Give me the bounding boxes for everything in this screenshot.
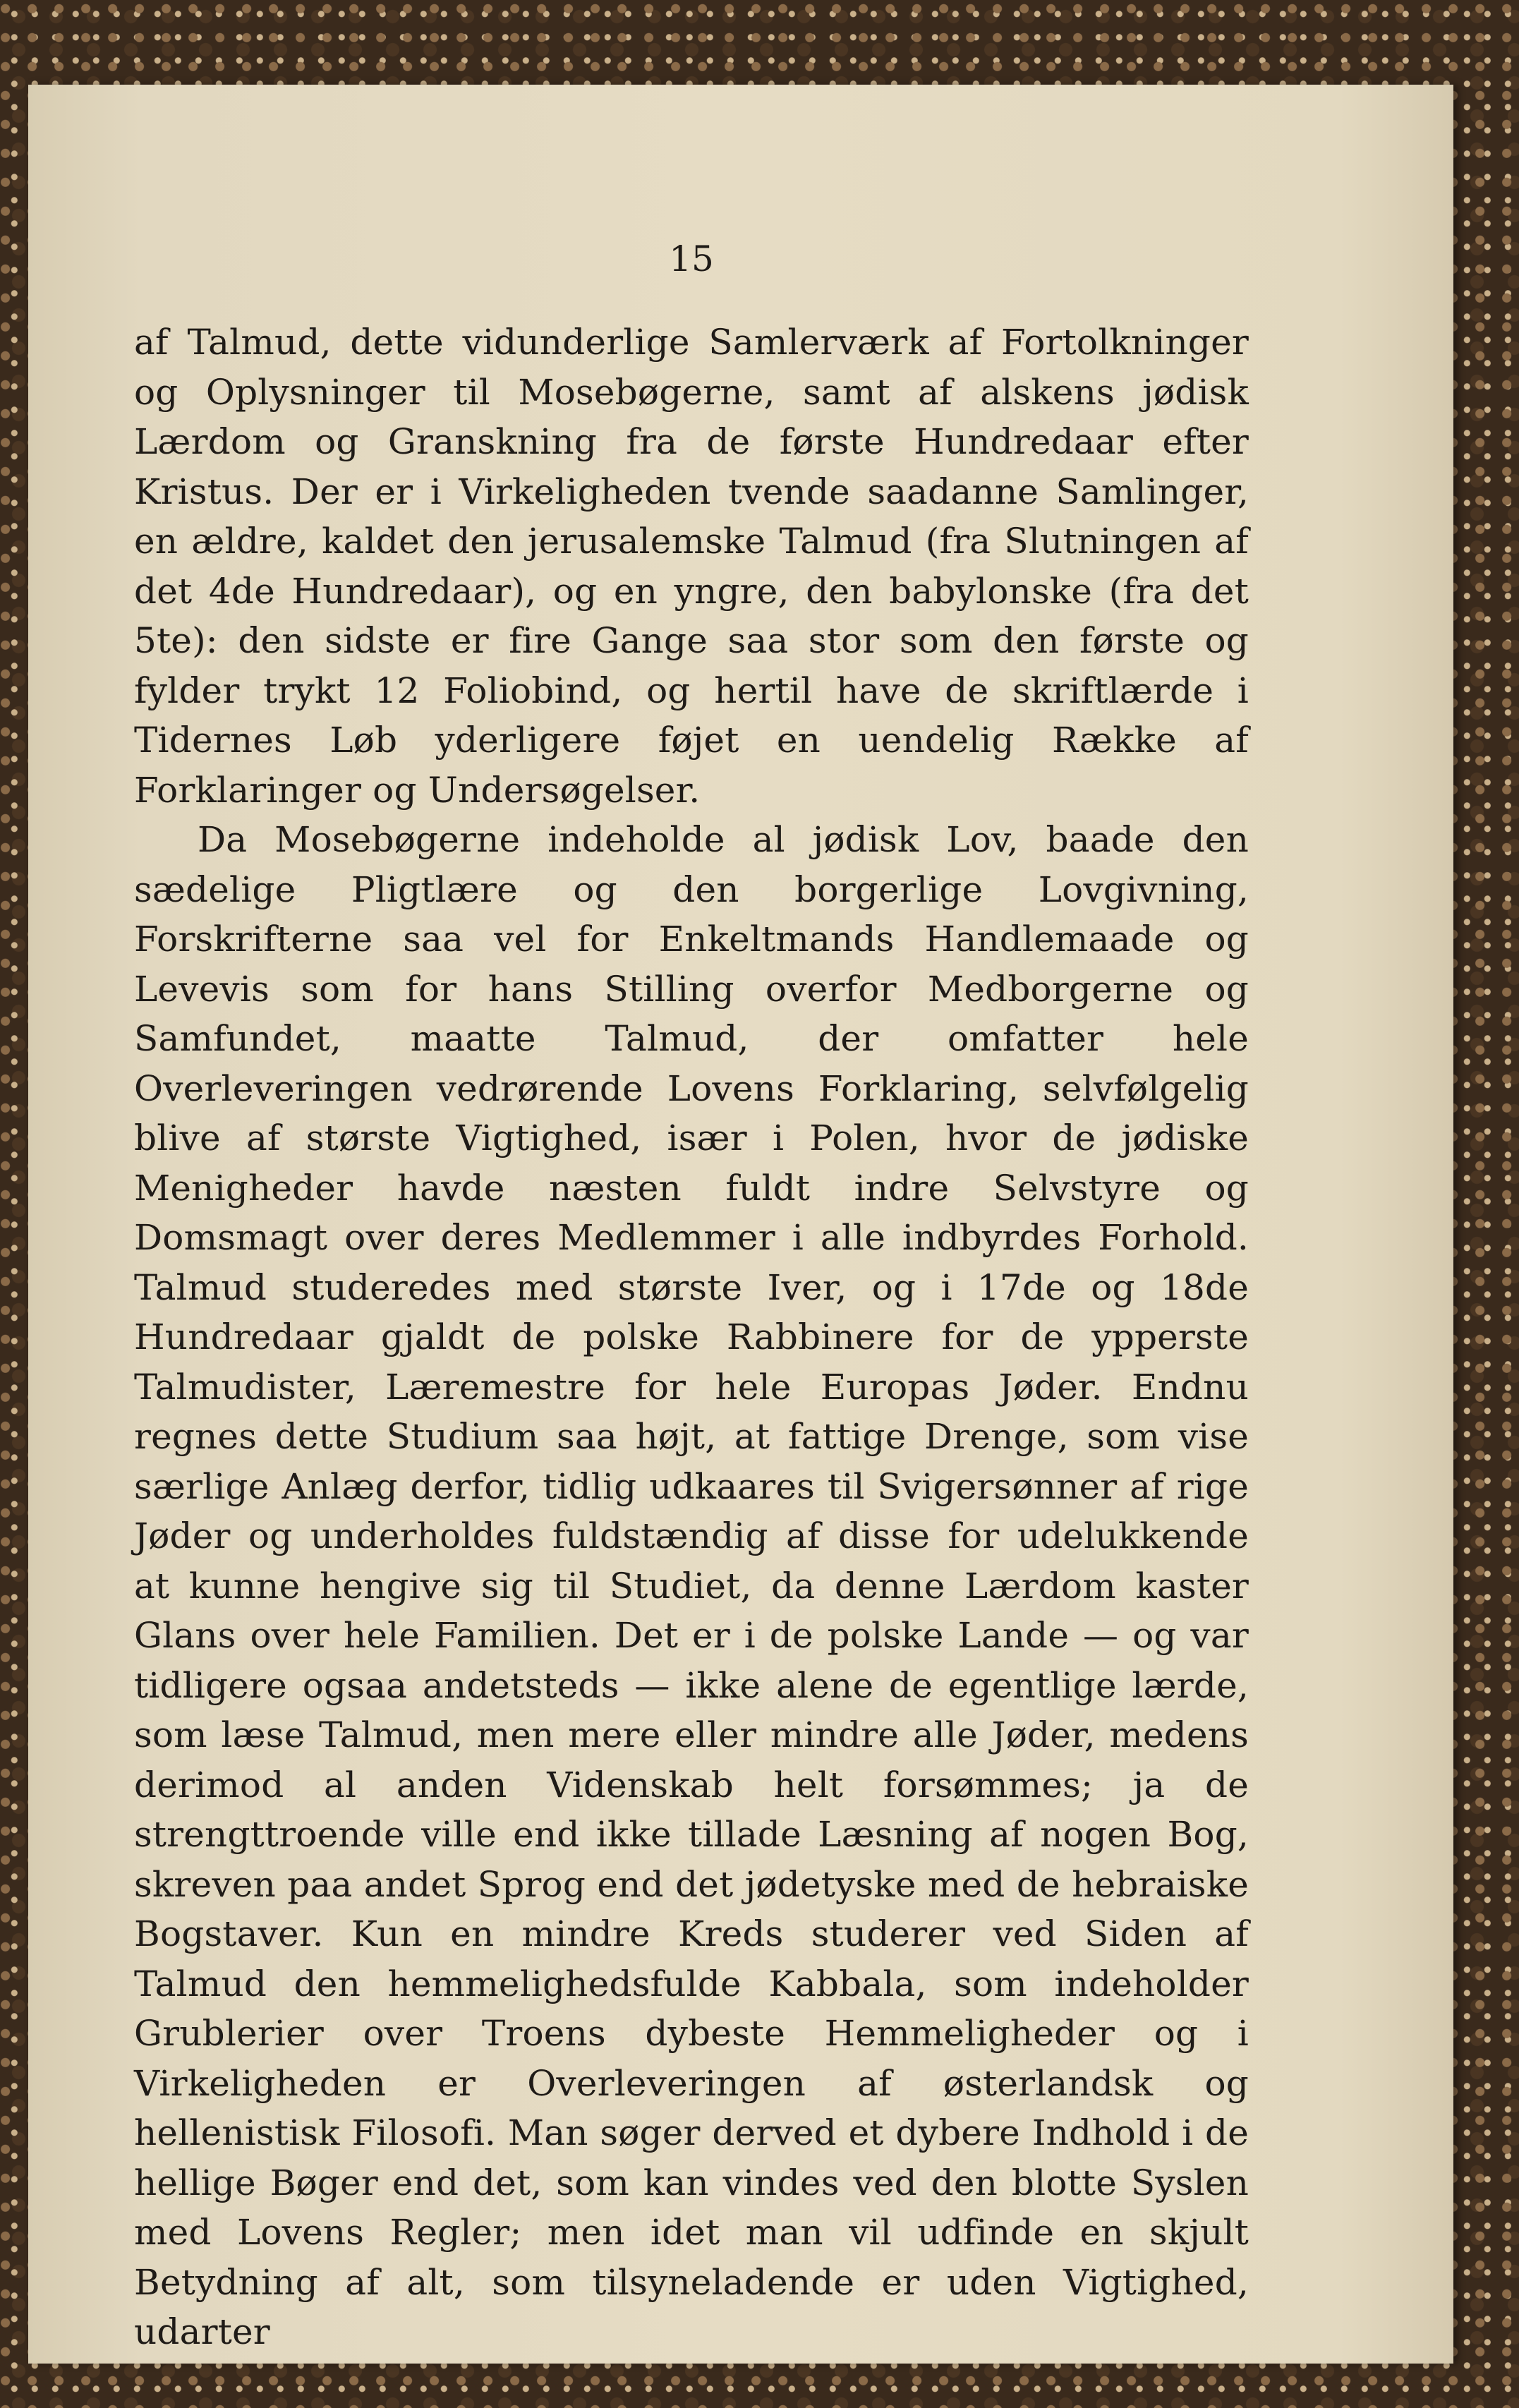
page-number: 15: [669, 238, 714, 279]
paragraph-1: af Talmud, dette vidunderlige Samlerværk af Fortolkninger og Oplysninger til Mosebøgerne, samt af alskens jødisk Lærdom og Granskning fra de første Hundredaar efter Kristus. Der er i Virkeligheden tvende saadanne Samlinger, en ældre, kaldet den jerusalemske Talmud (fra Slutningen af det 4de Hundredaar), og en yngre, den babylonske (fra det 5te): den sidste er fire Gange saa stor som den første og fylder trykt 12 Foliobind, og hertil have de skriftlærde i Tidernes Løb yderligere føjet en uendelig Række af Forklaringer og Undersøgelser.: [134, 322, 1249, 811]
book-page: [28, 85, 1453, 2364]
page-body: [134, 317, 1249, 2357]
paragraph-2: Da Mosebøgerne indeholde al jødisk Lov, baade den sædelige Pligtlære og den borgerlige Lovgivning, Forskrifterne saa vel for Enkeltmands Handlemaade og Levevis som for hans Stilling overfor Medborgerne og Samfundet, maatte Talmud, der omfatter hele Overleveringen vedrørende Lovens Forklaring, selvfølgelig blive af største Vigtighed, især i Polen, hvor de jødiske Menigheder havde næsten fuldt indre Selvstyre og Domsmagt over deres Medlemmer i alle indbyrdes Forhold. Talmud studeredes med største Iver, og i 17de og 18de Hundredaar gjaldt de polske Rabbinere for de ypperste Talmudister, Læremestre for hele Europas Jøder. Endnu regnes dette Studium saa højt, at fattige Drenge, som vise særlige Anlæg derfor, tidlig udkaares til Svigersønner af rige Jøder og underholdes fuldstændig af disse for udelukkende at kunne hengive sig til Studiet, da denne Lærdom kaster Glans over hele Familien. Det er i de polske Lande — og var tidligere ogsaa andetsteds — ikke alene de egentlige lærde, som læse Talmud, men mere eller mindre alle Jøder, medens derimod al anden Videnskab helt forsømmes; ja de strengttroende ville end ikke tillade Læsning af nogen Bog, skreven paa andet Sprog end det jødetyske med de hebraiske Bogstaver. Kun en mindre Kreds studerer ved Siden af Talmud den hemmelighedsfulde Kabbala, som indeholder Grublerier over Troens dybeste Hemmeligheder og i Virkeligheden er Overleveringen af østerlandsk og hellenistisk Filosofi. Man søger derved et dybere Indhold i de hellige Bøger end det, som kan vindes ved den blotte Syslen med Lovens Regler; men idet man vil udfinde en skjult Betydning af alt, som tilsyneladende er uden Vigtighed, udarter: [134, 819, 1249, 2352]
